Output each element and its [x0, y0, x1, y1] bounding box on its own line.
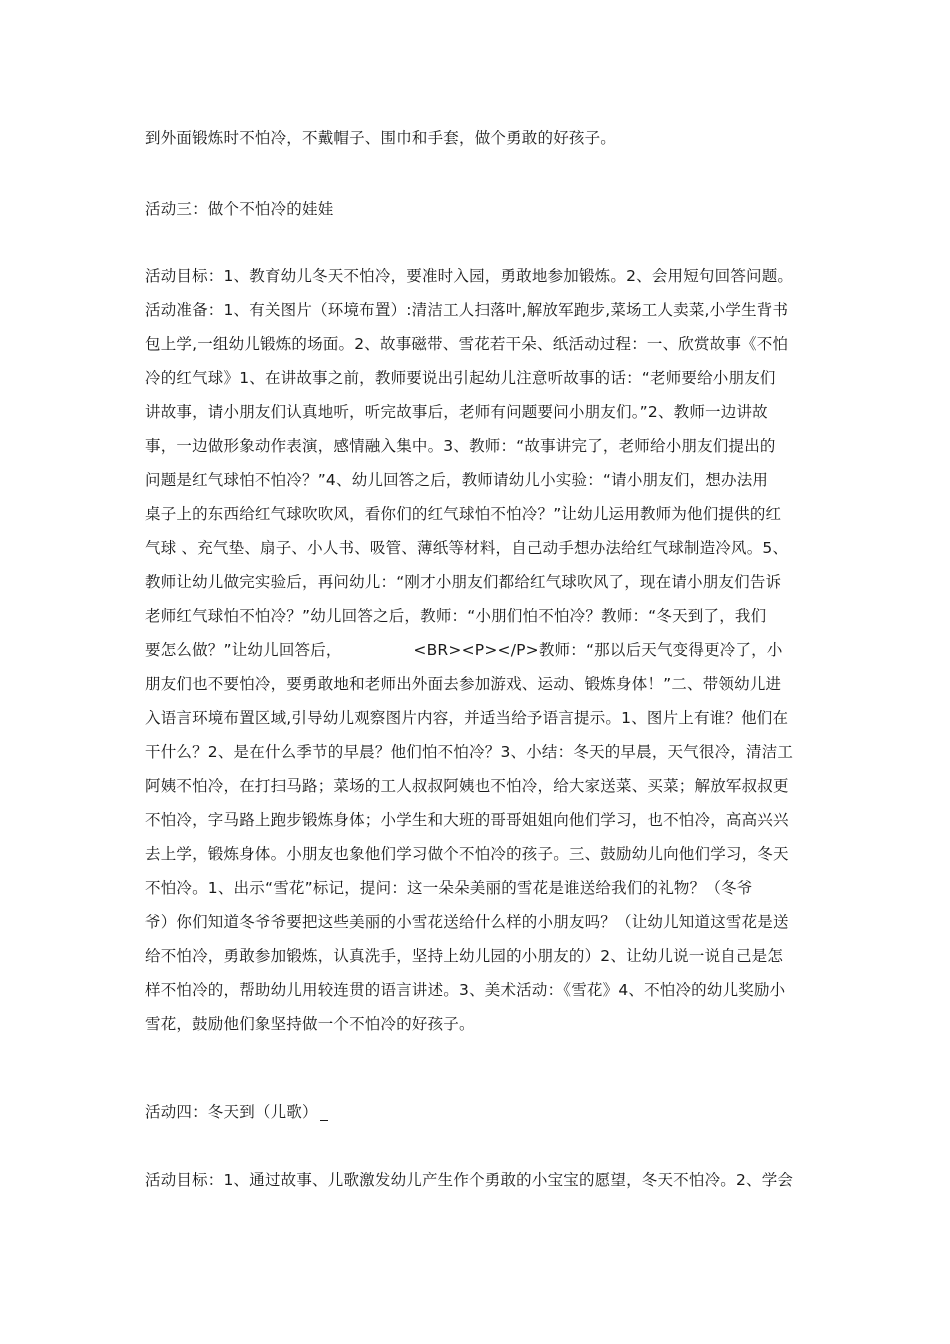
paragraph-line: 活动目标：1、通过故事、儿歌激发幼儿产生作个勇敢的小宝宝的愿望，冬天不怕冷。2、学会 — [145, 1171, 794, 1189]
paragraph-line: 不怕冷。1、出示“雪花”标记，提问：这一朵朵美丽的雪花是谁送给我们的礼物？（冬爷 — [145, 879, 753, 897]
text-cursor — [320, 1120, 328, 1121]
paragraph-line: 老师红气球怕不怕冷？”幼儿回答之后，教师：“小朋们怕不怕冷？教师：“冬天到了，我们 — [145, 607, 767, 625]
paragraph-line: 事，一边做形象动作表演，感情融入集中。3、教师：“故事讲完了，老师给小朋友们提出的 — [145, 437, 776, 455]
paragraph-line: 教师让幼儿做完实验后，再问幼儿：“刚才小朋友们都给红气球吹风了，现在请小朋友们告诉 — [145, 573, 782, 591]
paragraph-line: 气球 、充气垫、扇子、小人书、吸管、薄纸等材料，自己动手想办法给红气球制造冷风。5、 — [145, 539, 789, 557]
paragraph-line: 爷）你们知道冬爷爷要把这些美丽的小雪花送给什么样的小朋友吗？（让幼儿知道这雪花是送 — [145, 913, 789, 931]
paragraph-line: 干什么？2、是在什么季节的早晨？他们怕不怕冷？3、小结：冬天的早晨，天气很冷，清洁工 — [145, 743, 794, 761]
paragraph-line: 阿姨不怕冷，在打扫马路；菜场的工人叔叔阿姨也不怕冷，给大家送菜、买菜；解放军叔叔更 — [145, 777, 789, 795]
paragraph-line: 到外面锻炼时不怕冷，不戴帽子、围巾和手套，做个勇敢的好孩子。 — [145, 129, 617, 147]
paragraph-line: 去上学，锻炼身体。小朋友也象他们学习做个不怕冷的孩子。三、鼓励幼儿向他们学习，冬天 — [145, 845, 789, 863]
paragraph-line: 包上学,一组幼儿锻炼的场面。2、故事磁带、雪花若干朵、纸活动过程：一、欣赏故事《不怕 — [145, 335, 789, 353]
section-heading-text: 活动四：冬天到（儿歌） — [145, 1103, 318, 1121]
paragraph-line: 活动目标：1、教育幼儿冬天不怕冷，要准时入园，勇敢地参加锻炼。2、会用短句回答问题。 — [145, 267, 794, 285]
paragraph-line: 雪花，鼓励他们象坚持做一个不怕冷的好孩子。 — [145, 1015, 475, 1033]
paragraph-line: 给不怕冷，勇敢参加锻炼，认真洗手，坚持上幼儿园的小朋友的）2、让幼儿说一说自己是怎 — [145, 947, 784, 965]
paragraph-line: 不怕冷，字马路上跑步锻炼身体；小学生和大班的哥哥姐姐向他们学习，也不怕冷，高高兴兴 — [145, 811, 789, 829]
paragraph-line: 活动准备：1、有关图片（环境布置）:清洁工人扫落叶,解放军跑步,菜场工人卖菜,小学生背书 — [145, 301, 789, 319]
paragraph-line: 桌子上的东西给红气球吹吹风，看你们的红气球怕不怕冷？”让幼儿运用教师为他们提供的红 — [145, 505, 782, 523]
section-heading-activity-3: 活动三：做个不怕冷的娃娃 — [145, 200, 334, 218]
paragraph-line: 讲故事，请小朋友们认真地听，听完故事后，老师有问题要问小朋友们。”2、教师一边讲故 — [145, 403, 768, 421]
paragraph-line: 入语言环境布置区域,引导幼儿观察图片内容，并适当给予语言提示。1、图片上有谁？他们在 — [145, 709, 789, 727]
section-heading-activity-4 — [145, 1102, 328, 1122]
paragraph-line: 冷的红气球》1、在讲故事之前，教师要说出引起幼儿注意听故事的话：“老师要给小朋友们 — [145, 369, 776, 387]
paragraph-line: 问题是红气球怕不怕冷？”4、幼儿回答之后，教师请幼儿小实验：“请小朋友们，想办法用 — [145, 471, 769, 489]
paragraph-line: 样不怕冷的，帮助幼儿用较连贯的语言讲述。3、美术活动：《雪花》4、不怕冷的幼儿奖励小 — [145, 981, 786, 999]
paragraph-line: 要怎么做？”让幼儿回答后， <BR><P></P>教师：“那以后天气变得更冷了，小 — [145, 641, 783, 659]
paragraph-line: 朋友们也不要怕冷，要勇敢地和老师出外面去参加游戏、运动、锻炼身体！”二、带领幼儿进 — [145, 675, 782, 693]
